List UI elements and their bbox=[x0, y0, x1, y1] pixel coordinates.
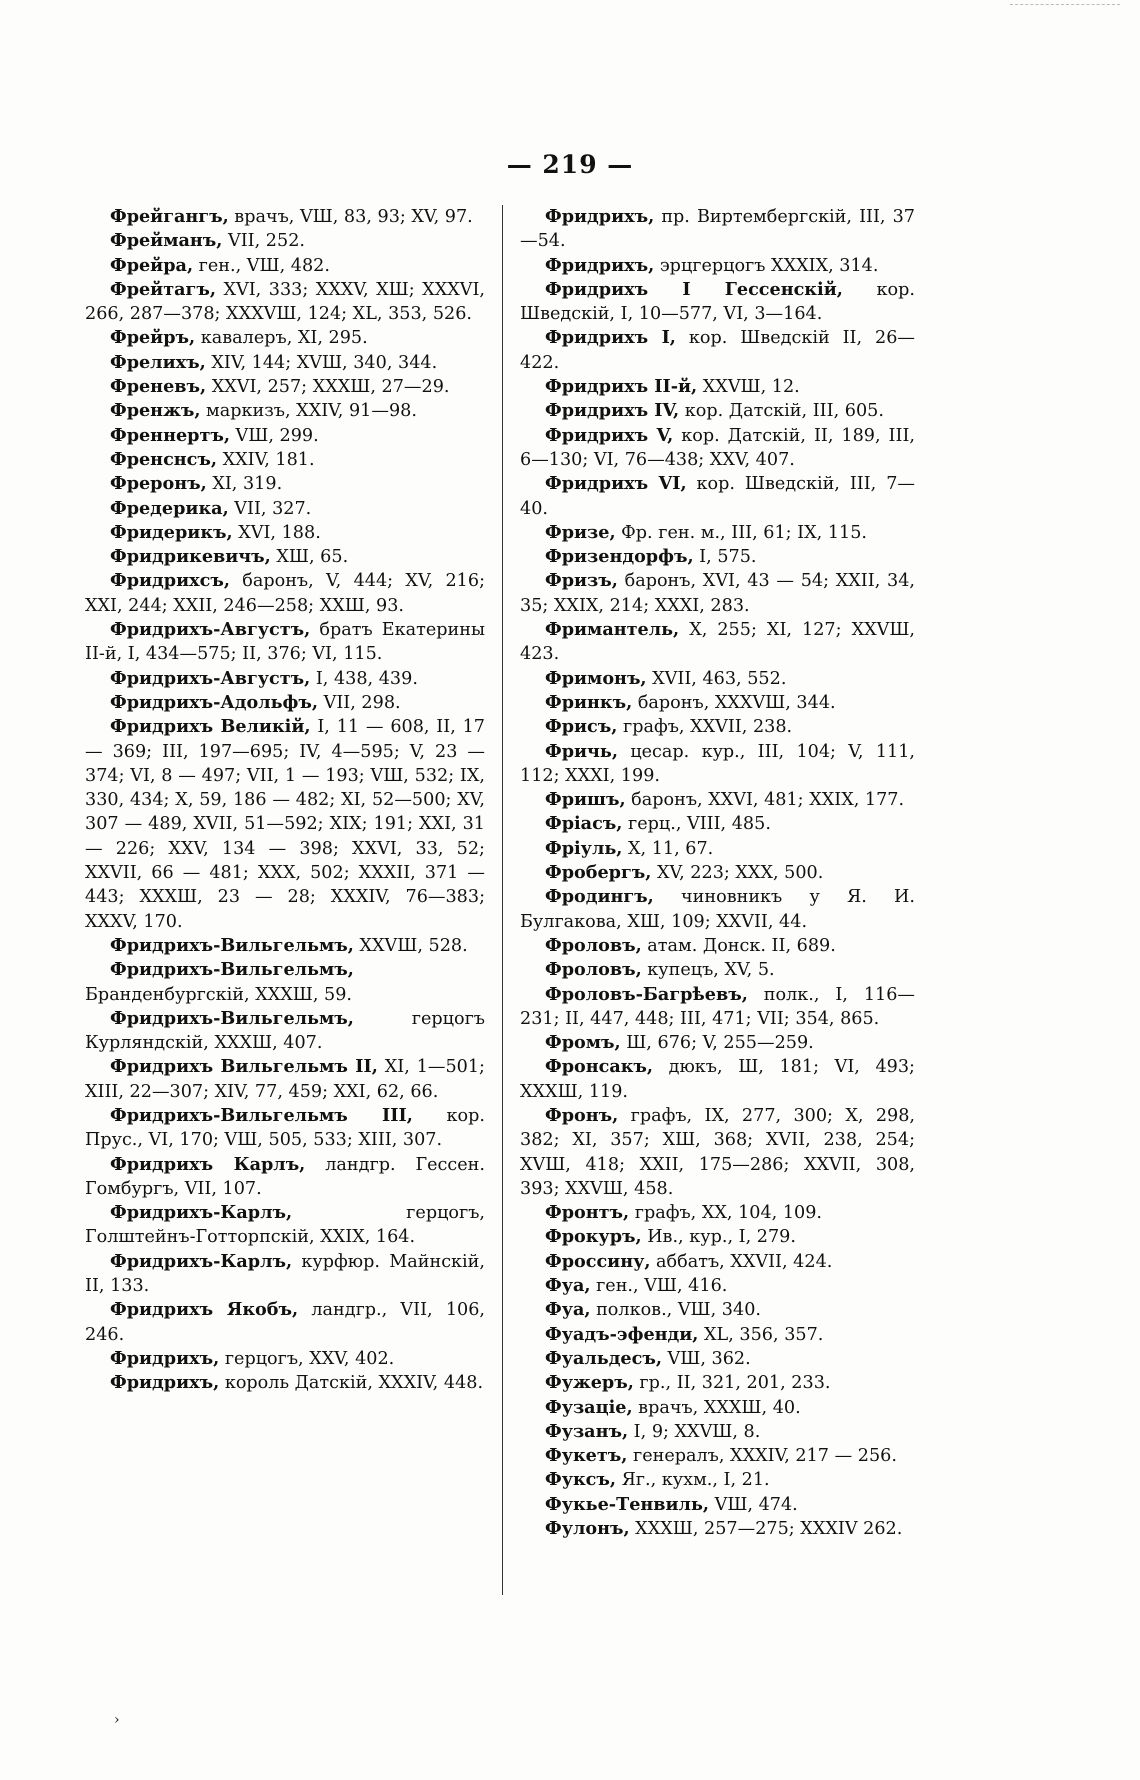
entry-headword: Фридрихъ-Вильгельмъ III, bbox=[110, 1104, 413, 1126]
entry-references: эрцгерцогъ XXXIX, 314. bbox=[654, 255, 879, 276]
entry-headword: Фримонъ, bbox=[545, 667, 647, 689]
entry-references: баронъ, XVI, 43 — 54; XXII, 34, 35; XXIX, 214; XXXI, 283. bbox=[520, 571, 915, 616]
index-entry bbox=[520, 1274, 915, 1298]
entry-references: Ив., кур., I, 279. bbox=[641, 1227, 796, 1248]
column-divider bbox=[502, 205, 503, 1595]
entry-references: графъ, XXVII, 238. bbox=[617, 717, 793, 738]
entry-headword: Фромъ, bbox=[545, 1032, 621, 1054]
entry-references: баронъ, XXXVШ, 344. bbox=[632, 692, 836, 713]
entry-references: братъ Екатерины II-й, I, 434—575; II, 376; VI, 115. bbox=[85, 620, 485, 665]
index-entry bbox=[85, 1153, 485, 1202]
entry-references: XI, 1—501; XIII, 22—307; XIV, 77, 459; XXI, 62, 66. bbox=[85, 1057, 485, 1102]
entry-headword: Фридрихъ-Карлъ, bbox=[110, 1202, 293, 1224]
entry-headword: Фрейра, bbox=[110, 254, 194, 276]
entry-headword: Фукетъ, bbox=[545, 1445, 628, 1467]
entry-references: кор. Шведскій II, 26—422. bbox=[520, 328, 916, 373]
entry-references: Яг., кухм., I, 21. bbox=[616, 1470, 770, 1491]
index-entry bbox=[85, 399, 485, 423]
index-entry bbox=[85, 229, 485, 253]
index-entry bbox=[520, 958, 915, 982]
index-entry bbox=[520, 1468, 915, 1492]
index-entry bbox=[85, 1104, 485, 1153]
index-entry bbox=[520, 1031, 915, 1055]
entry-references: курфюр. Майнскій, II, 133. bbox=[85, 1251, 485, 1297]
entry-references: VШ, 474. bbox=[709, 1494, 798, 1515]
index-entry bbox=[520, 740, 915, 789]
entry-headword: Фридрихъ V, bbox=[545, 424, 674, 446]
entry-headword: Фридрихъ-Августъ, bbox=[110, 619, 311, 641]
entry-headword: Фуадъ-эфенди, bbox=[545, 1323, 699, 1345]
entry-references: кор. Датскій, III, 605. bbox=[679, 401, 884, 422]
index-entry bbox=[520, 1323, 915, 1347]
index-entry bbox=[520, 472, 915, 521]
entry-headword: Фридрихъ VI, bbox=[545, 473, 687, 495]
index-entry bbox=[85, 1371, 485, 1395]
entry-references: пр. Виртембергскій, III, 37—54. bbox=[520, 207, 915, 252]
index-entry bbox=[520, 618, 915, 667]
entry-headword: Фрейръ, bbox=[110, 327, 196, 349]
entry-references: ген., VШ, 416. bbox=[590, 1276, 728, 1297]
entry-headword: Фридрихъ I, bbox=[545, 327, 676, 349]
index-entry bbox=[520, 424, 915, 473]
index-entry bbox=[520, 1104, 915, 1201]
index-entry bbox=[520, 1493, 915, 1517]
index-entry bbox=[520, 983, 915, 1032]
index-entry bbox=[85, 958, 485, 1007]
entry-references: XШ, 65. bbox=[270, 547, 349, 568]
entry-references: герцогъ Курляндскій, XXXШ, 407. bbox=[85, 1008, 485, 1054]
index-entry bbox=[520, 1055, 915, 1104]
scan-edge-mark bbox=[1010, 4, 1120, 7]
entry-headword: Фроловъ, bbox=[545, 959, 642, 981]
entry-references: полк., I, 116—231; II, 447, 448; III, 471; VII; 354, 865. bbox=[520, 984, 915, 1029]
entry-references: I, 438, 439. bbox=[310, 668, 418, 689]
entry-references: полков., VШ, 340. bbox=[590, 1300, 761, 1321]
index-entry bbox=[520, 1298, 915, 1322]
entry-headword: Фродингъ, bbox=[545, 886, 654, 908]
entry-references: атам. Донск. II, 689. bbox=[641, 935, 836, 956]
entry-references: XVI, 333; XXXV, XШ; XXXVI, 266, 287—378; XXXVШ, 124; XL, 353, 526. bbox=[85, 279, 485, 325]
entry-references: XIV, 144; XVШ, 340, 344. bbox=[205, 352, 438, 373]
entry-references: VШ, 299. bbox=[229, 425, 319, 446]
entry-headword: Фризе, bbox=[545, 521, 616, 543]
entry-references: кор. Шведскій, I, 10—577, VI, 3—164. bbox=[520, 279, 915, 325]
entry-headword: Фріасъ, bbox=[545, 813, 623, 835]
entry-references: ген., VШ, 482. bbox=[193, 255, 330, 276]
entry-references: баронъ, XXVI, 481; XXIX, 177. bbox=[625, 790, 905, 811]
entry-headword: Фулонъ, bbox=[545, 1518, 630, 1540]
entry-headword: Фрисъ, bbox=[545, 716, 618, 738]
entry-references: кор. Шведскій, III, 7—40. bbox=[520, 474, 915, 519]
index-entry bbox=[520, 1396, 915, 1420]
entry-references: VII, 327. bbox=[228, 498, 312, 519]
entry-headword: Фредерика, bbox=[110, 497, 229, 519]
entry-references: XXVI, 257; XXXШ, 27—29. bbox=[206, 377, 450, 398]
index-entry bbox=[520, 934, 915, 958]
entry-headword: Фризъ, bbox=[545, 570, 618, 592]
entry-headword: Фуа, bbox=[545, 1299, 591, 1321]
entry-references: X, 11, 67. bbox=[622, 838, 714, 859]
entry-references: Ш, 676; V, 255—259. bbox=[620, 1033, 814, 1054]
index-entry bbox=[85, 1298, 485, 1347]
index-entry bbox=[85, 205, 485, 229]
entry-references: графъ, IX, 277, 300; X, 298, 382; XI, 357; XШ, 368; XVII, 238, 254; XVШ, 418; XXII, 175—286; XXVII, 308, 393; XXVШ, 458. bbox=[520, 1105, 915, 1199]
entry-references: Бранденбургскій, XXXШ, 59. bbox=[85, 984, 353, 1005]
index-entry bbox=[85, 424, 485, 448]
entry-references: XV, 223; XXX, 500. bbox=[651, 863, 824, 884]
index-entry bbox=[85, 351, 485, 375]
entry-headword: Фридрихъ, bbox=[545, 206, 655, 227]
index-entry bbox=[520, 569, 915, 618]
entry-headword: Фридрихъ-Вильгельмъ, bbox=[110, 1007, 354, 1029]
entry-headword: Фридерикъ, bbox=[110, 521, 233, 543]
entry-headword: Фридрихъ Якобъ, bbox=[110, 1299, 299, 1321]
entry-headword: Фридрихъ-Вильгельмъ, bbox=[110, 959, 354, 981]
entry-headword: Фреронъ, bbox=[110, 473, 207, 495]
entry-headword: Фримантель, bbox=[545, 619, 680, 641]
index-entry bbox=[520, 205, 915, 254]
entry-headword: Фроловъ-Багрѣевъ, bbox=[545, 983, 748, 1005]
stray-mark: › bbox=[114, 1712, 120, 1728]
entry-references: генералъ, XXXIV, 217 — 256. bbox=[627, 1446, 897, 1467]
entry-references: цесар. кур., III, 104; V, 111, 112; XXXI, 199. bbox=[520, 741, 915, 786]
entry-references: Фр. ген. м., III, 61; IX, 115. bbox=[615, 522, 868, 543]
entry-references: XVII, 463, 552. bbox=[646, 668, 787, 689]
index-entry bbox=[520, 1201, 915, 1225]
entry-headword: Фридрихъ-Августъ, bbox=[110, 667, 311, 689]
entry-headword: Фридрихъ, bbox=[110, 1347, 220, 1369]
index-entry bbox=[520, 667, 915, 691]
entry-references: кор. Прус., VI, 170; VШ, 505, 533; XIII, 307. bbox=[85, 1105, 485, 1151]
entry-references: кор. Датскій, II, 189, III, 6—130; VI, 76—438; XXV, 407. bbox=[520, 425, 915, 470]
entry-references: XXVШ, 528. bbox=[353, 935, 468, 956]
entry-references: XXIV, 181. bbox=[217, 449, 315, 470]
entry-headword: Фридрихъ-Вильгельмъ, bbox=[110, 934, 354, 956]
entry-references: XXXШ, 257—275; XXXIV 262. bbox=[629, 1519, 903, 1540]
entry-headword: Фронтъ, bbox=[545, 1202, 630, 1224]
entry-references: X, 255; XI, 127; XXVШ, 423. bbox=[520, 620, 915, 665]
entry-headword: Фронъ, bbox=[545, 1104, 619, 1126]
index-entry bbox=[85, 1007, 485, 1056]
entry-headword: Фукье-Тенвиль, bbox=[545, 1493, 710, 1515]
entry-headword: Фроссину, bbox=[545, 1250, 651, 1272]
index-entry bbox=[520, 1347, 915, 1371]
index-entry bbox=[85, 1055, 485, 1104]
entry-references: врачъ, VШ, 83, 93; XV, 97. bbox=[228, 207, 473, 227]
index-entry bbox=[520, 1420, 915, 1444]
index-entry bbox=[520, 375, 915, 399]
entry-references: купецъ, XV, 5. bbox=[641, 960, 775, 981]
entry-headword: Фридрихъ Великій, bbox=[110, 716, 311, 738]
entry-headword: Фуксъ, bbox=[545, 1469, 616, 1491]
index-entry bbox=[520, 715, 915, 739]
index-entry bbox=[520, 812, 915, 836]
index-entry bbox=[520, 521, 915, 545]
entry-references: XI, 319. bbox=[206, 474, 283, 495]
index-entry bbox=[520, 788, 915, 812]
entry-references: VШ, 362. bbox=[661, 1348, 751, 1369]
index-entry bbox=[85, 1201, 485, 1250]
index-entry bbox=[520, 1225, 915, 1249]
entry-references: маркизъ, XXIV, 91—98. bbox=[200, 401, 417, 422]
index-entry bbox=[85, 545, 485, 569]
entry-references: XL, 356, 357. bbox=[698, 1324, 824, 1345]
entry-headword: Фрейтагъ, bbox=[110, 278, 216, 300]
entry-references: XXVШ, 12. bbox=[697, 377, 800, 398]
entry-headword: Фридрихъ Вильгельмъ II, bbox=[110, 1056, 378, 1078]
entry-references: герц., VIII, 485. bbox=[622, 814, 771, 835]
index-entry bbox=[85, 254, 485, 278]
entry-headword: Фризендорфъ, bbox=[545, 546, 694, 568]
index-entry bbox=[85, 1250, 485, 1299]
entry-headword: Фрелихъ, bbox=[110, 351, 206, 373]
entry-references: I, 11 — 608, II, 17 — 369; III, 197—695; IV, 4—595; V, 23 — 374; VI, 8 — 497; VII, 1 — 193; VШ, 532; IX, 330, 434; X, 59, 186 — 482; XI, 52—500; XV, 307 — 489, XVII, 51—592; XIX; 191; XXI, 31 — 226; XXV, 134 — 398; XXVI, 33, 52; XXVII, 66 — 481; XXX, 502; XXXII, 371 — 443; XXXШ, 23 — 28; XXXIV, 76—383; XXXV, 170. bbox=[85, 717, 485, 932]
entry-references: ландгр. Гессен. Гомбургъ, VII, 107. bbox=[85, 1154, 485, 1199]
page-number: — 219 — bbox=[506, 150, 634, 179]
entry-references: врачъ, XXXШ, 40. bbox=[632, 1397, 801, 1418]
entry-headword: Фришъ, bbox=[545, 789, 626, 811]
entry-headword: Фробергъ, bbox=[545, 862, 652, 884]
entry-headword: Фроловъ, bbox=[545, 934, 642, 956]
entry-references: XVI, 188. bbox=[232, 522, 321, 543]
entry-headword: Фуальдесъ, bbox=[545, 1347, 662, 1369]
entry-headword: Фрейманъ, bbox=[110, 230, 223, 252]
index-entry bbox=[85, 278, 485, 327]
entry-headword: Фридрихъ-Адольфъ, bbox=[110, 691, 319, 713]
entry-references: I, 575. bbox=[693, 547, 757, 568]
index-entry bbox=[85, 497, 485, 521]
index-entry bbox=[520, 861, 915, 885]
index-entry bbox=[520, 1371, 915, 1395]
entry-references: король Датскій, XXXIV, 448. bbox=[219, 1373, 484, 1394]
entry-headword: Фридрикевичъ, bbox=[110, 546, 271, 568]
entry-headword: Фридрихсъ, bbox=[110, 570, 230, 592]
entry-references: I, 9; XXVШ, 8. bbox=[628, 1421, 761, 1442]
entry-headword: Френевъ, bbox=[110, 376, 207, 398]
index-entry bbox=[520, 837, 915, 861]
index-entry bbox=[85, 618, 485, 667]
index-entry bbox=[520, 1250, 915, 1274]
entry-references: герцогъ, XXV, 402. bbox=[219, 1348, 395, 1369]
index-entry bbox=[85, 448, 485, 472]
entry-references: ландгр., VII, 106, 246. bbox=[85, 1300, 486, 1345]
entry-headword: Фузанъ, bbox=[545, 1420, 629, 1442]
index-entry bbox=[85, 691, 485, 715]
entry-headword: Фринкъ, bbox=[545, 691, 633, 713]
entry-headword: Френжъ, bbox=[110, 400, 201, 422]
index-entry bbox=[85, 667, 485, 691]
entry-references: дюкъ, Ш, 181; VI, 493; XXXШ, 119. bbox=[520, 1057, 915, 1102]
entry-headword: Фронсакъ, bbox=[545, 1056, 654, 1078]
entry-headword: Фридрихъ, bbox=[110, 1372, 220, 1394]
index-entry bbox=[520, 1444, 915, 1468]
entry-references: VII, 298. bbox=[318, 692, 401, 713]
index-entry bbox=[85, 569, 485, 618]
entry-references: VII, 252. bbox=[222, 231, 305, 252]
index-entry bbox=[520, 691, 915, 715]
index-entry bbox=[520, 885, 915, 934]
index-entry bbox=[85, 326, 485, 350]
index-column-right bbox=[520, 205, 915, 1541]
index-entry bbox=[520, 254, 915, 278]
index-entry bbox=[85, 934, 485, 958]
index-entry bbox=[520, 399, 915, 423]
entry-references: чиновникъ у Я. И. Булгакова, XШ, 109; XXVII, 44. bbox=[520, 887, 915, 932]
entry-headword: Фридрихъ-Карлъ, bbox=[110, 1250, 293, 1272]
entry-headword: Фузаціе, bbox=[545, 1396, 633, 1418]
index-entry bbox=[85, 375, 485, 399]
index-entry bbox=[85, 521, 485, 545]
index-entry bbox=[85, 1347, 485, 1371]
entry-references: аббатъ, XXVII, 424. bbox=[650, 1251, 833, 1272]
entry-headword: Фрейгангъ, bbox=[110, 206, 229, 227]
index-column-left bbox=[85, 205, 485, 1396]
entry-headword: Фріуль, bbox=[545, 837, 623, 859]
index-entry bbox=[85, 715, 485, 934]
index-entry bbox=[520, 278, 915, 327]
entry-references: герцогъ, Голштейнъ-Готторпскій, XXIX, 164. bbox=[85, 1203, 485, 1248]
entry-headword: Фридрихъ, bbox=[545, 254, 655, 276]
entry-headword: Фрокуръ, bbox=[545, 1226, 642, 1248]
entry-references: кавалеръ, XI, 295. bbox=[195, 328, 368, 349]
entry-headword: Фридрихъ Карлъ, bbox=[110, 1153, 306, 1175]
entry-headword: Френнертъ, bbox=[110, 424, 230, 446]
entry-headword: Фричь, bbox=[545, 740, 618, 762]
entry-headword: Фужеръ, bbox=[545, 1372, 634, 1394]
entry-headword: Френснсъ, bbox=[110, 448, 217, 470]
entry-references: гр., II, 321, 201, 233. bbox=[633, 1373, 831, 1394]
index-entry bbox=[520, 326, 915, 375]
index-entry bbox=[85, 472, 485, 496]
entry-headword: Фуа, bbox=[545, 1275, 591, 1297]
entry-references: баронъ, V, 444; XV, 216; XXI, 244; XXII, 246—258; XXШ, 93. bbox=[85, 571, 485, 616]
index-entry bbox=[520, 1517, 915, 1541]
index-entry bbox=[520, 545, 915, 569]
entry-headword: Фридрихъ I Гессенскій, bbox=[545, 278, 843, 300]
entry-references: графъ, XX, 104, 109. bbox=[629, 1203, 823, 1224]
entry-headword: Фридрихъ II-й, bbox=[545, 376, 698, 398]
entry-headword: Фридрихъ IV, bbox=[545, 400, 680, 422]
